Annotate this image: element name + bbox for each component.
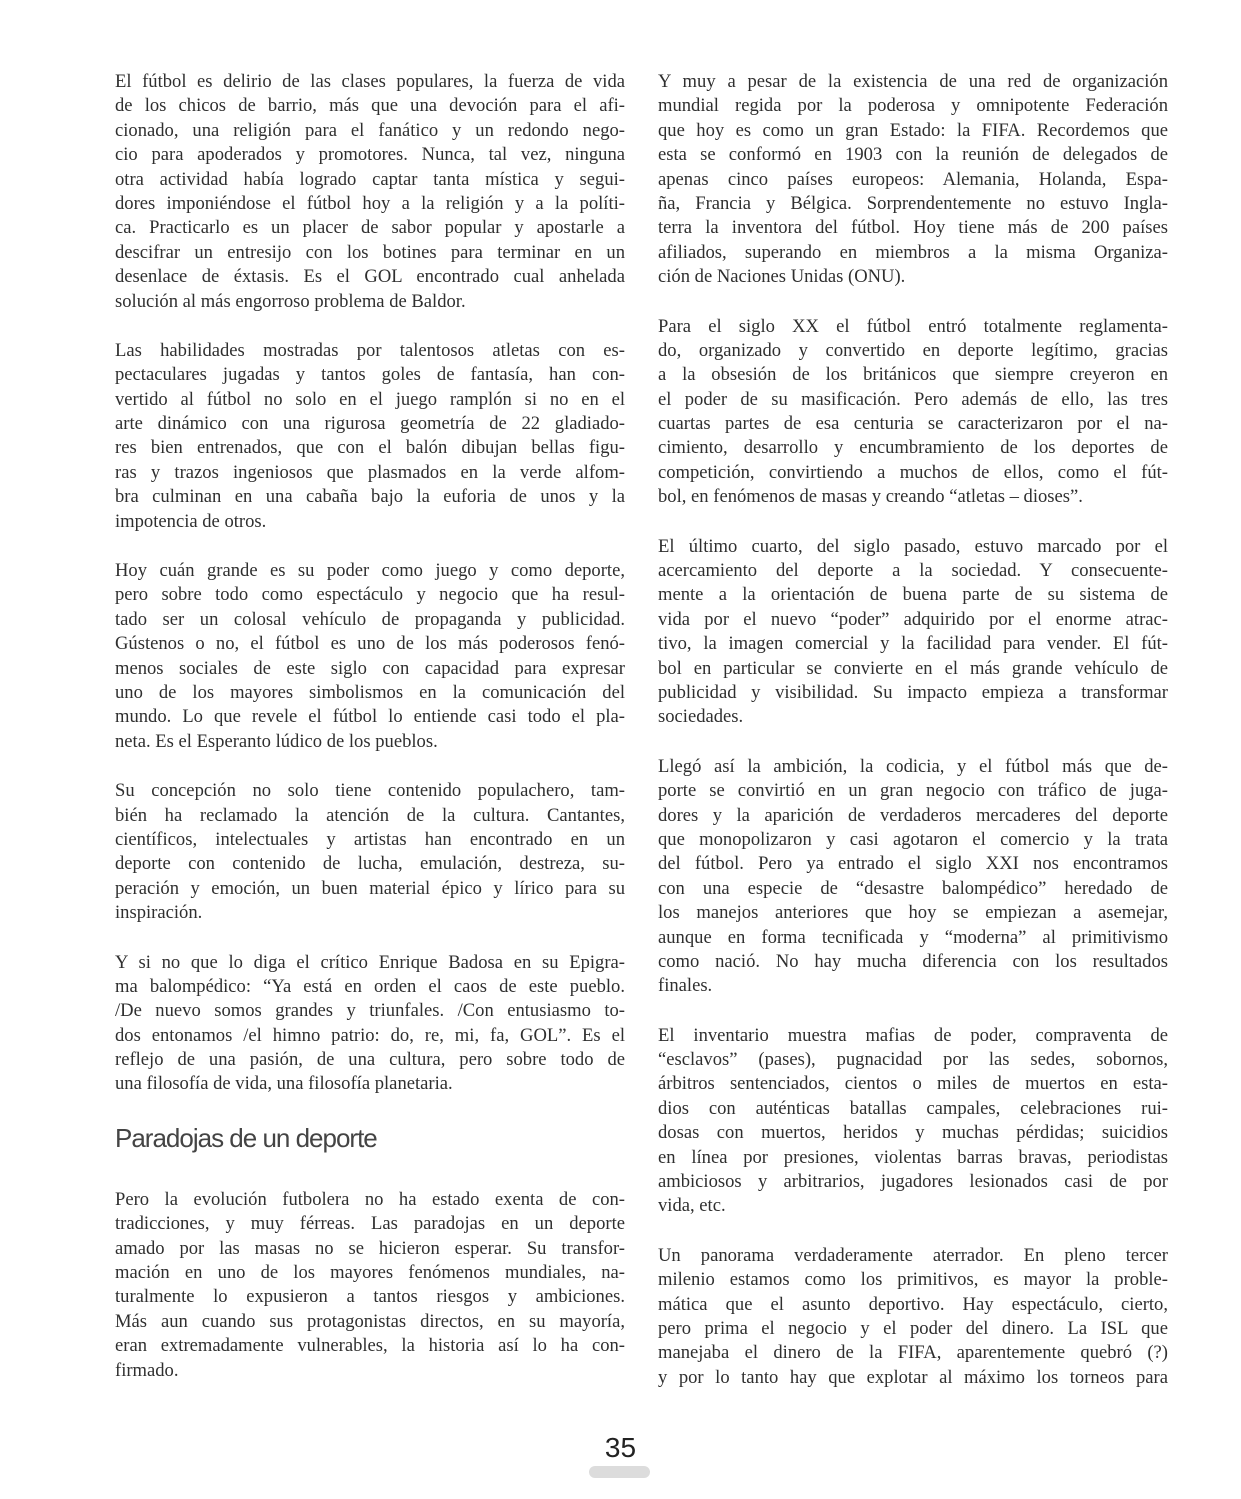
text-line: Y si no que lo diga el crítico Enrique Badosa en su Epigra- bbox=[115, 951, 625, 973]
paragraph bbox=[115, 951, 625, 1097]
left-column bbox=[115, 70, 625, 1408]
text-line: El fútbol es delirio de las clases populares, la fuerza de vida bbox=[115, 71, 625, 92]
text-line: ma balompédico: “Ya está en orden el caos de este pueblo. bbox=[115, 975, 625, 997]
text-line: manejaba el dinero de la FIFA, aparentemente quebró (?) bbox=[658, 1342, 1168, 1364]
text-line: ción de Naciones Unidas (ONU). bbox=[658, 266, 906, 288]
text-line: aunque en forma tecnificada y “moderna” al primitivismo bbox=[658, 926, 1168, 948]
text-line: /De nuevo somos grandes y triunfales. /Con entusiasmo to- bbox=[115, 1000, 625, 1022]
text-line: cio para apoderados y promotores. Nunca, tal vez, ninguna bbox=[115, 144, 625, 166]
paragraph bbox=[658, 70, 1168, 290]
text-line: milenio estamos como los primitivos, es mayor la proble- bbox=[658, 1269, 1168, 1291]
paragraph bbox=[658, 535, 1168, 730]
text-line: una filosofía de vida, una filosofía planetaria. bbox=[115, 1073, 453, 1095]
text-line: mente a la orientación de buena parte de su sistema de bbox=[658, 584, 1168, 606]
text-line: cuartas partes de esa centuria se caracterizaron por el na- bbox=[658, 413, 1168, 435]
text-line: Llegó así la ambición, la codicia, y el fútbol más que de- bbox=[658, 755, 1168, 777]
text-line: competición, convirtiendo a muchos de ellos, como el fút- bbox=[658, 461, 1168, 483]
text-line: dosas con muertos, heridos y muchas pérdidas; suicidios bbox=[658, 1122, 1168, 1144]
text-line: descifrar un entresijo con los botines para terminar en un bbox=[115, 241, 625, 263]
text-line: Un panorama verdaderamente aterrador. En pleno tercer bbox=[658, 1244, 1168, 1266]
text-line: árbitros sentenciados, cientos o miles de muertos en esta- bbox=[658, 1073, 1168, 1095]
text-line: do, organizado y convertido en deporte legítimo, gracias bbox=[658, 339, 1168, 361]
text-line: el poder de su masificación. Pero además de ello, las tres bbox=[658, 388, 1168, 410]
text-line: ca. Practicarlo es un placer de sabor popular y apostarle a bbox=[115, 217, 625, 239]
text-line: “esclavos” (pases), pugnacidad por las sedes, sobornos, bbox=[658, 1049, 1168, 1071]
text-line: pectaculares jugadas y tantos goles de fantasía, han con- bbox=[115, 364, 625, 386]
text-line: Y muy a pesar de la existencia de una red de organización bbox=[658, 71, 1168, 92]
paragraph bbox=[115, 779, 625, 925]
text-line: científicos, intelectuales y artistas han encontrado en un bbox=[115, 828, 625, 850]
paragraph bbox=[115, 70, 625, 314]
text-line: reflejo de una pasión, de una cultura, pero sobre todo de bbox=[115, 1049, 625, 1071]
text-line: vida por el nuevo “poder” adquirido por el enorme atrac- bbox=[658, 608, 1168, 630]
text-line: tado ser un colosal vehículo de propaganda y publicidad. bbox=[115, 608, 625, 630]
text-line: otra actividad había logrado captar tanta mística y segui- bbox=[115, 168, 625, 190]
text-line: ña, Francia y Bélgica. Sorprendentemente no estuvo Ingla- bbox=[658, 192, 1168, 214]
text-line: impotencia de otros. bbox=[115, 510, 267, 532]
text-line: que hoy es como un gran Estado: la FIFA. Recordemos que bbox=[658, 119, 1168, 141]
text-line: El inventario muestra mafias de poder, compraventa de bbox=[658, 1024, 1168, 1046]
text-line: peración y emoción, un buen material épico y lírico para su bbox=[115, 877, 625, 899]
paragraph bbox=[115, 559, 625, 754]
text-line: como nació. No hay mucha diferencia con los resultados bbox=[658, 950, 1168, 972]
text-line: dos entonamos /el himno patrio: do, re, mi, fa, GOL”. Es el bbox=[115, 1024, 625, 1046]
text-line: apenas cinco países europeos: Alemania, Holanda, Espa- bbox=[658, 168, 1168, 190]
text-line: Su concepción no solo tiene contenido populachero, tam- bbox=[115, 780, 625, 802]
text-line: a la obsesión de los británicos que siempre creyeron en bbox=[658, 364, 1168, 386]
text-line: Hoy cuán grande es su poder como juego y como deporte, bbox=[115, 560, 625, 582]
page-number: 35 bbox=[604, 1432, 637, 1463]
text-line: sociedades. bbox=[658, 706, 744, 728]
text-line: menos sociales de este siglo con capacidad para expresar bbox=[115, 657, 625, 679]
text-line: ambiciosos y arbitrarios, jugadores lesionados casi de por bbox=[658, 1171, 1168, 1193]
text-line: vida, etc. bbox=[658, 1195, 726, 1217]
paragraph bbox=[658, 1244, 1168, 1390]
paragraph bbox=[115, 339, 625, 534]
paragraph bbox=[658, 315, 1168, 510]
text-line: mática que el asunto deportivo. Hay espectáculo, cierto, bbox=[658, 1293, 1168, 1315]
text-line: porte se convirtió en un gran negocio con tráfico de juga- bbox=[658, 780, 1168, 802]
text-line: pero prima el negocio y el poder del dinero. La ISL que bbox=[658, 1317, 1168, 1339]
text-line: El último cuarto, del siglo pasado, estuvo marcado por el bbox=[658, 535, 1168, 557]
text-line: tradicciones, y muy férreas. Las paradojas en un deporte bbox=[115, 1213, 625, 1235]
text-line: dores imponiéndose el fútbol hoy a la religión y a la políti- bbox=[115, 192, 625, 214]
text-line: Para el siglo XX el fútbol entró totalmente reglamenta- bbox=[658, 315, 1168, 337]
text-line: cimiento, desarrollo y encumbramiento de los deportes de bbox=[658, 437, 1168, 459]
page-number-bar bbox=[589, 1466, 650, 1478]
text-line: amado por las masas no se hicieron esperar. Su transfor- bbox=[115, 1237, 625, 1259]
text-line: mundial regida por la poderosa y omnipotente Federación bbox=[658, 95, 1168, 117]
text-line: firmado. bbox=[115, 1359, 179, 1381]
text-line: finales. bbox=[658, 975, 713, 997]
text-line: terra la inventora del fútbol. Hoy tiene más de 200 países bbox=[658, 217, 1168, 239]
text-line: bol en particular se convierte en el más grande vehículo de bbox=[658, 657, 1168, 679]
text-line: solución al más engorroso problema de Baldor. bbox=[115, 290, 466, 312]
paragraph bbox=[115, 1188, 625, 1383]
right-column bbox=[658, 70, 1168, 1415]
text-line: en línea por presiones, violentas barras bravas, periodistas bbox=[658, 1146, 1168, 1168]
section-heading: Paradojas de un deporte bbox=[115, 1122, 377, 1153]
text-line: bién ha reclamado la atención de la cultura. Cantantes, bbox=[115, 804, 625, 826]
text-line: Las habilidades mostradas por talentosos atletas con es- bbox=[115, 339, 625, 361]
text-line: de los chicos de barrio, más que una devoción para el afi- bbox=[115, 95, 625, 117]
text-line: Pero la evolución futbolera no ha estado exenta de con- bbox=[115, 1188, 625, 1210]
text-line: y por lo tanto hay que explotar al máximo los torneos para bbox=[658, 1366, 1168, 1388]
text-line: mundo. Lo que revele el fútbol lo entiende casi todo el pla- bbox=[115, 706, 625, 728]
text-line: res bien entrenados, que con el balón dibujan bellas figu- bbox=[115, 437, 625, 459]
text-line: que monopolizaron y casi agotaron el comercio y la trata bbox=[658, 828, 1168, 850]
text-line: dores y la aparición de verdaderos mercaderes del deporte bbox=[658, 804, 1168, 826]
text-line: mación en uno de los mayores fenómenos mundiales, na- bbox=[115, 1262, 625, 1284]
text-line: cionado, una religión para el fanático y un redondo nego- bbox=[115, 119, 625, 141]
text-line: turalmente lo expusieron a tantos riesgos y ambiciones. bbox=[115, 1286, 625, 1308]
text-line: afiliados, superando en miembros a la misma Organiza- bbox=[658, 241, 1168, 263]
text-line: vertido al fútbol no solo en el juego ramplón si no en el bbox=[115, 388, 625, 410]
text-line: desenlace de éxtasis. Es el GOL encontrado cual anhelada bbox=[115, 266, 625, 288]
text-line: esta se conformó en 1903 con la reunión de delegados de bbox=[658, 144, 1168, 166]
text-line: uno de los mayores simbolismos en la comunicación del bbox=[115, 681, 625, 703]
text-line: con una especie de “desastre balompédico” heredado de bbox=[658, 877, 1168, 899]
text-line: neta. Es el Esperanto lúdico de los pueblos. bbox=[115, 730, 438, 752]
paragraph bbox=[658, 1024, 1168, 1219]
text-line: dios con auténticas batallas campales, celebraciones rui- bbox=[658, 1097, 1168, 1119]
text-line: arte dinámico con una rigurosa geometría de 22 gladiado- bbox=[115, 413, 625, 435]
text-line: pero sobre todo como espectáculo y negocio que ha resul- bbox=[115, 584, 625, 606]
text-line: deporte con contenido de lucha, emulación, destreza, su- bbox=[115, 853, 625, 875]
text-line: Más aun cuando sus protagonistas directos, en su mayoría, bbox=[115, 1310, 625, 1332]
text-line: los manejos anteriores que hoy se empiezan a asemejar, bbox=[658, 902, 1168, 924]
text-line: tivo, la imagen comercial y la facilidad para vender. El fút- bbox=[658, 633, 1168, 655]
text-line: inspiración. bbox=[115, 902, 203, 924]
text-line: acercamiento del deporte a la sociedad. Y consecuente- bbox=[658, 560, 1168, 582]
text-line: bra culminan en una cabaña bajo la euforia de unos y la bbox=[115, 486, 625, 508]
text-line: del fútbol. Pero ya entrado el siglo XXI nos encontramos bbox=[658, 853, 1168, 875]
text-line: eran extremadamente vulnerables, la historia así lo ha con- bbox=[115, 1335, 625, 1357]
text-line: ras y trazos ingeniosos que plasmados en la verde alfom- bbox=[115, 461, 625, 483]
text-line: publicidad y visibilidad. Su impacto empieza a transformar bbox=[658, 681, 1168, 703]
text-line: Gústenos o no, el fútbol es uno de los más poderosos fenó- bbox=[115, 633, 625, 655]
paragraph bbox=[658, 755, 1168, 999]
text-line: bol, en fenómenos de masas y creando “atletas – dioses”. bbox=[658, 486, 1083, 508]
